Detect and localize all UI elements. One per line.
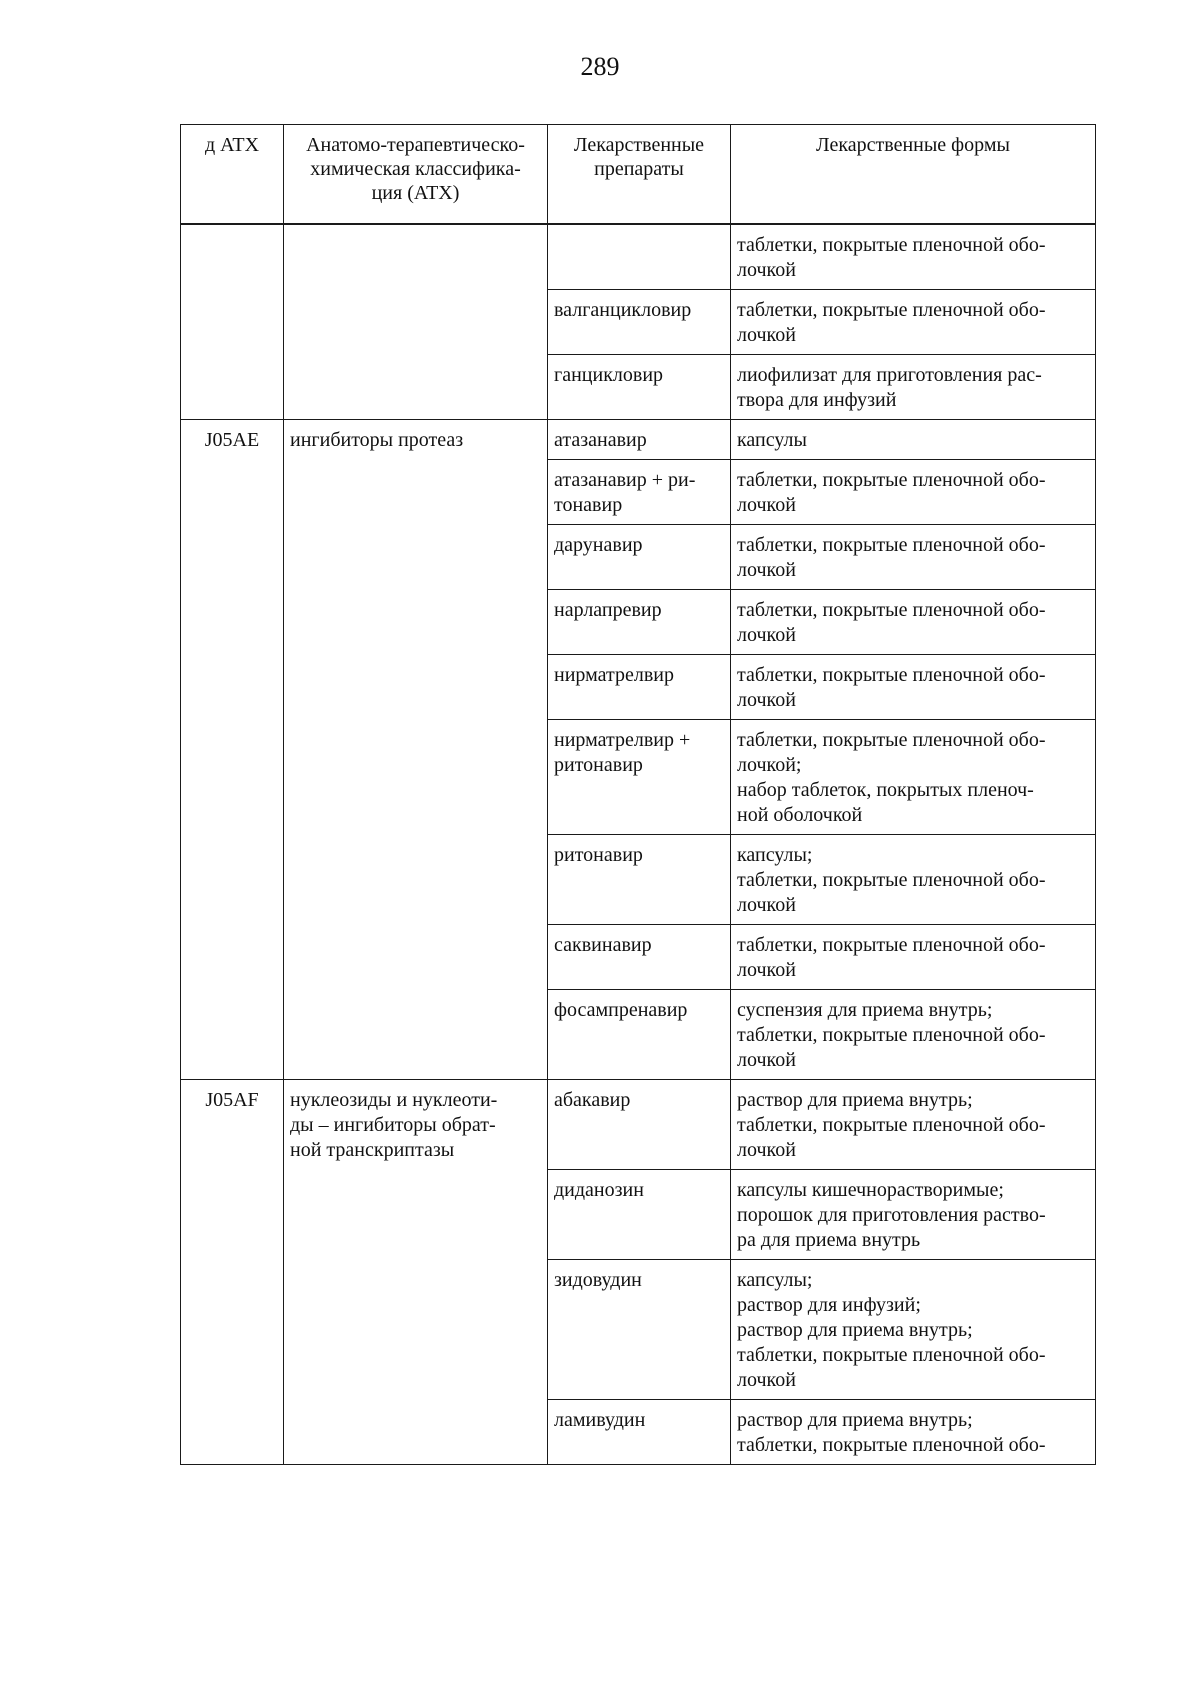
dosage-form: таблетки, покрытые пленочной обо- лочкой: [731, 925, 1096, 990]
drug-name: нирматрелвир + ритонавир: [548, 720, 731, 835]
drug-name: ламивудин: [548, 1400, 731, 1465]
atc-classification-cell: ингибиторы протеаз: [284, 420, 548, 1080]
page-number: 289: [580, 52, 620, 81]
drug-name: фосампренавир: [548, 990, 731, 1080]
dosage-form: таблетки, покрытые пленочной обо- лочкой: [731, 290, 1096, 355]
drug-name: валганцикловир: [548, 290, 731, 355]
dosage-form: таблетки, покрытые пленочной обо- лочкой; набор таблеток, покрытых пленоч- ной оболочкой: [731, 720, 1096, 835]
header-drugs: Лекарственные препараты: [548, 125, 731, 225]
atc-code-cell: [181, 224, 284, 420]
dosage-form: таблетки, покрытые пленочной обо- лочкой: [731, 224, 1096, 290]
header-atc-classification: Анатомо-терапевтическо- химическая классифика- ция (ATX): [284, 125, 548, 225]
drug-name: ритонавир: [548, 835, 731, 925]
drug-name: зидовудин: [548, 1260, 731, 1400]
table-row: [181, 420, 1096, 460]
drug-name: нирматрелвир: [548, 655, 731, 720]
dosage-form: таблетки, покрытые пленочной обо- лочкой: [731, 590, 1096, 655]
drug-name: [548, 224, 731, 290]
dosage-form: таблетки, покрытые пленочной обо- лочкой: [731, 655, 1096, 720]
header-dosage-forms: Лекарственные формы: [731, 125, 1096, 225]
drug-name: ганцикловир: [548, 355, 731, 420]
table-row: [181, 1080, 1096, 1170]
drug-name: диданозин: [548, 1170, 731, 1260]
drug-name: саквинавир: [548, 925, 731, 990]
atc-classification-cell: нуклеозиды и нуклеоти- ды – ингибиторы обрат- ной транскриптазы: [284, 1080, 548, 1465]
dosage-form: раствор для приема внутрь; таблетки, покрытые пленочной обо- лочкой: [731, 1080, 1096, 1170]
dosage-form: суспензия для приема внутрь; таблетки, покрытые пленочной обо- лочкой: [731, 990, 1096, 1080]
drug-name: атазанавир + ри- тонавир: [548, 460, 731, 525]
drug-name: нарлапревир: [548, 590, 731, 655]
drug-name: абакавир: [548, 1080, 731, 1170]
table-row: [181, 224, 1096, 290]
dosage-form: капсулы; таблетки, покрытые пленочной обо- лочкой: [731, 835, 1096, 925]
dosage-form: лиофилизат для приготовления рас- твора для инфузий: [731, 355, 1096, 420]
drug-name: дарунавир: [548, 525, 731, 590]
table-header-row: [181, 125, 1096, 225]
atc-classification-cell: [284, 224, 548, 420]
header-atc-code: д ATX: [181, 125, 284, 225]
atc-code-cell: J05AE: [181, 420, 284, 1080]
drug-name: атазанавир: [548, 420, 731, 460]
dosage-form: таблетки, покрытые пленочной обо- лочкой: [731, 460, 1096, 525]
atc-drug-table: [180, 124, 1096, 1465]
dosage-form: раствор для приема внутрь; таблетки, покрытые пленочной обо-: [731, 1400, 1096, 1465]
dosage-form: капсулы кишечнорастворимые; порошок для приготовления раство- ра для приема внутрь: [731, 1170, 1096, 1260]
dosage-form: капсулы: [731, 420, 1096, 460]
dosage-form: таблетки, покрытые пленочной обо- лочкой: [731, 525, 1096, 590]
dosage-form: капсулы; раствор для инфузий; раствор для приема внутрь; таблетки, покрытые пленочной обо- лочкой: [731, 1260, 1096, 1400]
atc-code-cell: J05AF: [181, 1080, 284, 1465]
